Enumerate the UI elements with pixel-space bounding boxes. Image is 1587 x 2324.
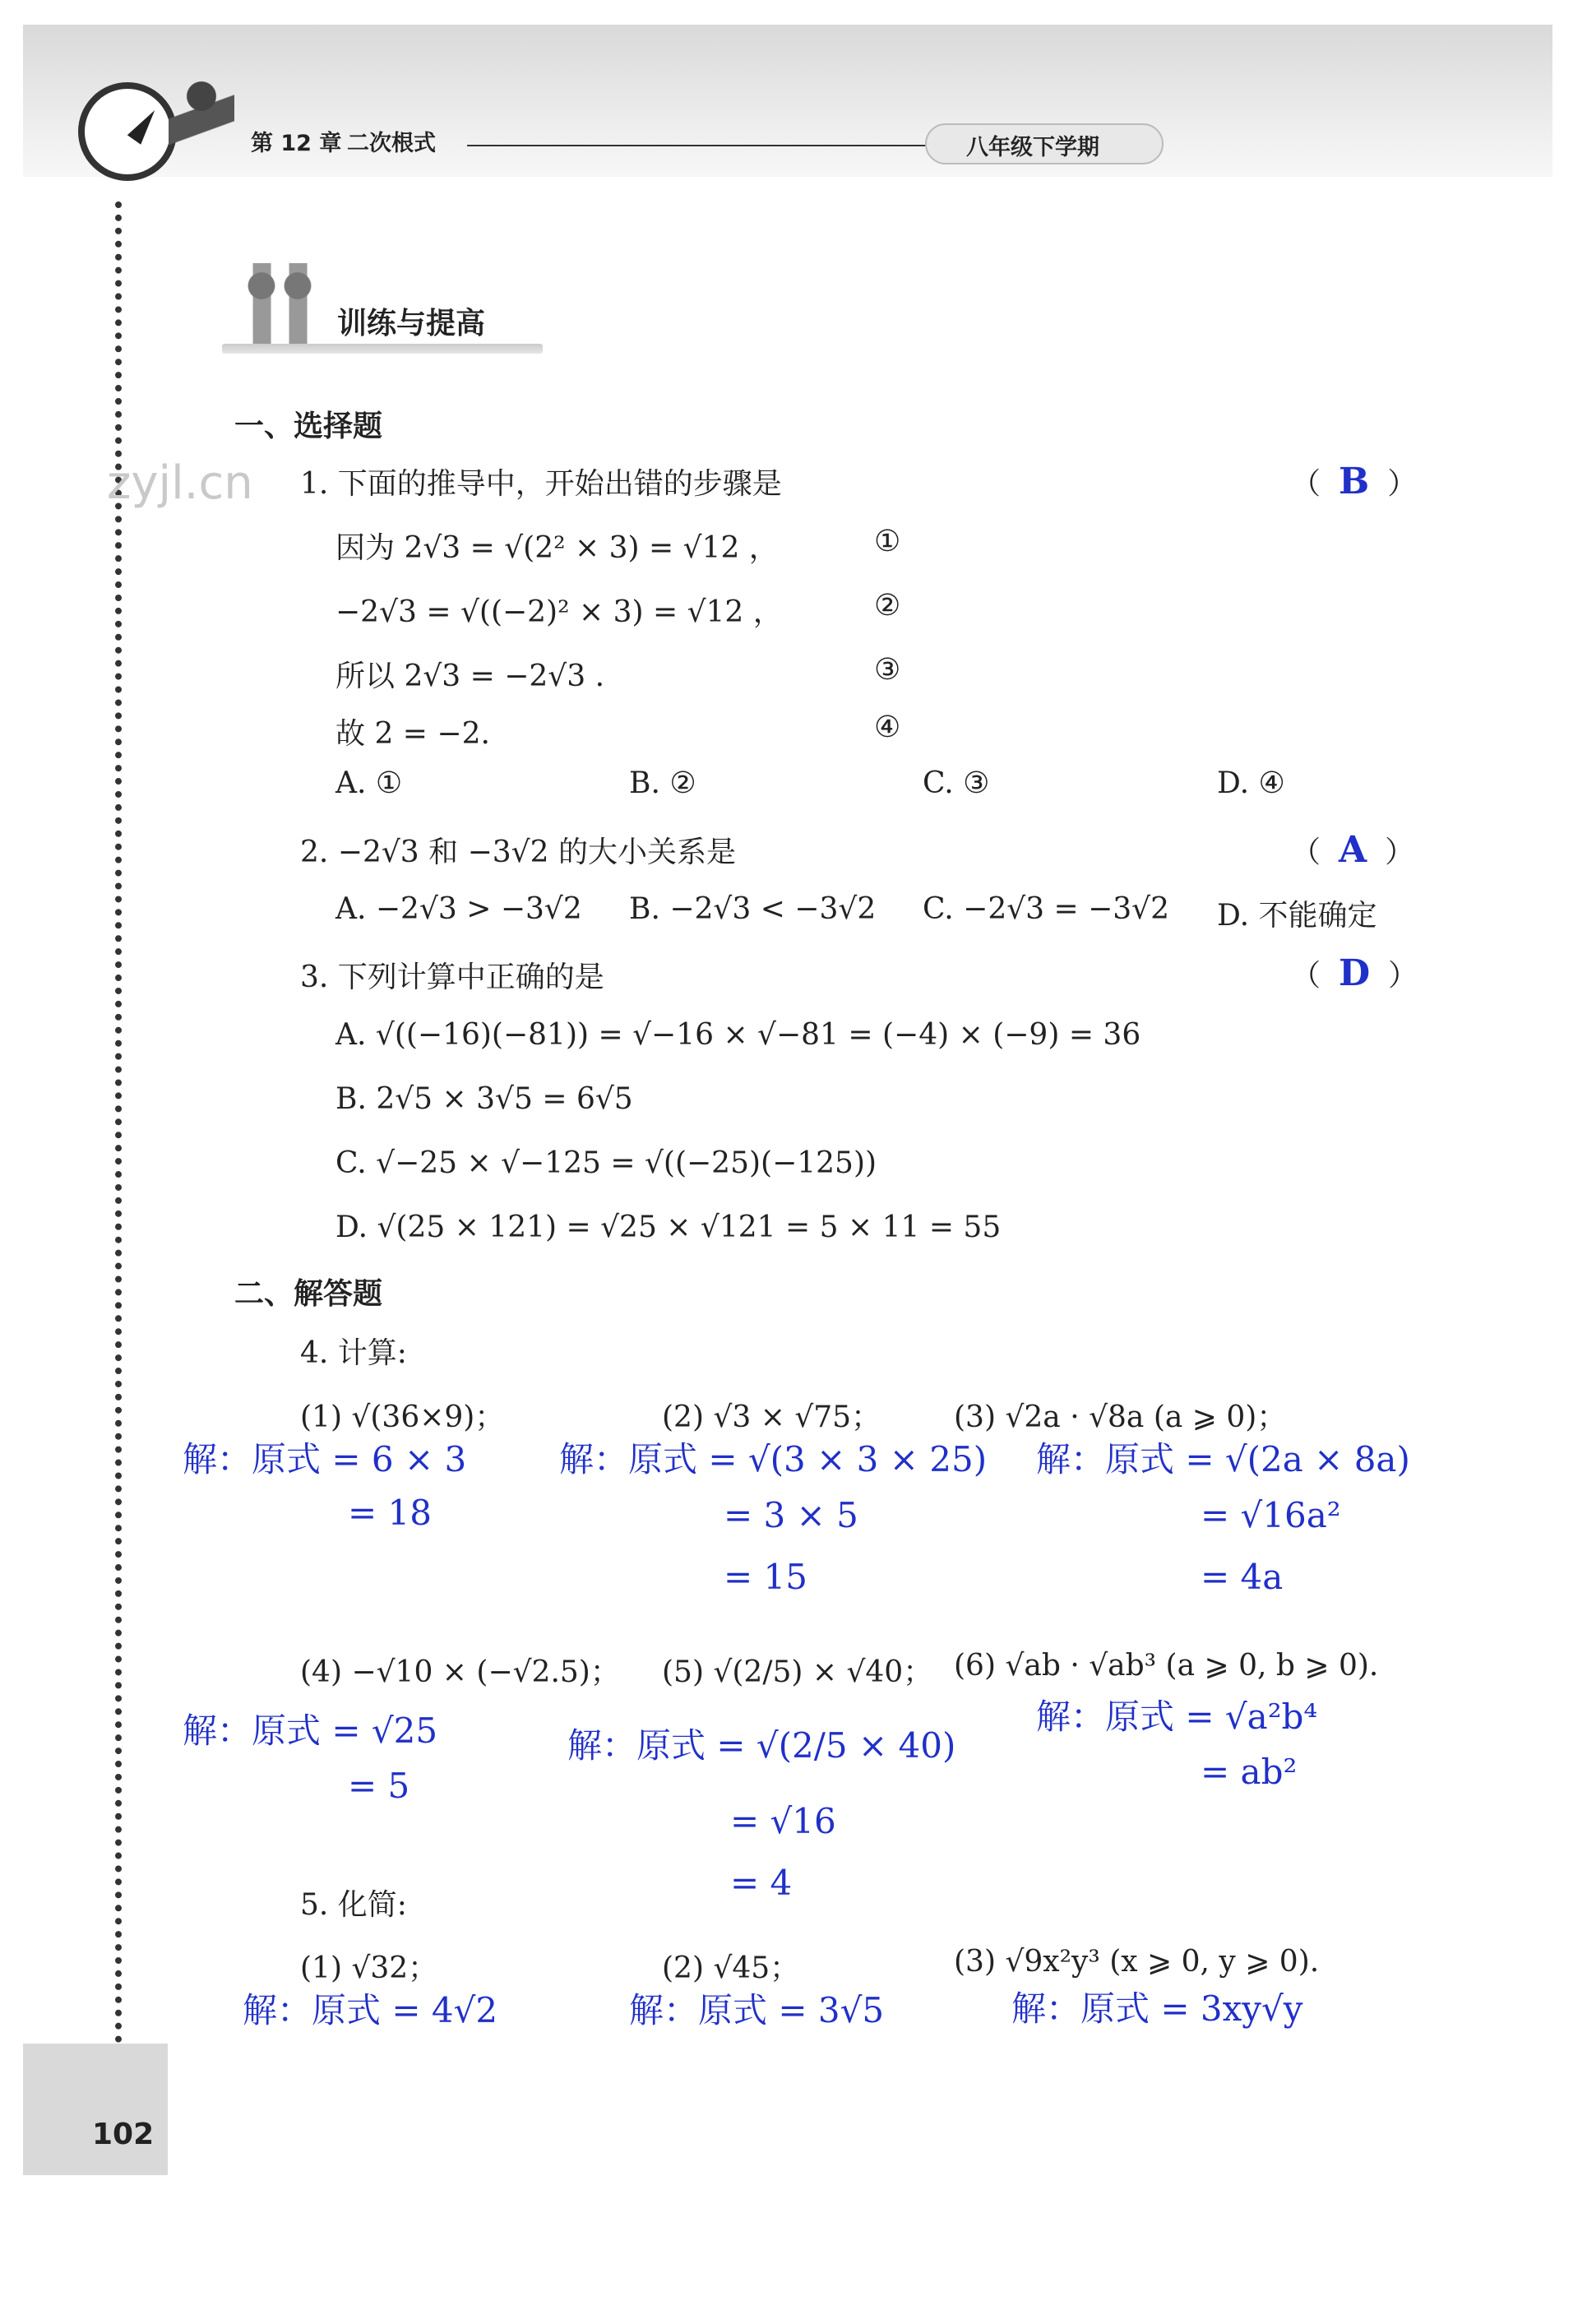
q2-option-a: A. −2√3 > −3√2 <box>335 892 582 926</box>
q4-6-prompt: (6) √ab · √ab³ (a ⩾ 0, b ⩾ 0). <box>954 1649 1379 1683</box>
q4-2-solution-line-1: 解：原式 = √(3 × 3 × 25) <box>559 1439 988 1479</box>
q1-step-2: −2√3 = √((−2)² × 3) = √12 ， <box>335 595 783 629</box>
q1-step-4: 故 2 = −2. <box>335 717 490 751</box>
q1-step-3: 所以 2√3 = −2√3 . <box>335 660 605 693</box>
q4-3-solution-line-3: = 4a <box>1201 1557 1284 1597</box>
q1-answer-paren: （ B ） <box>1291 461 1418 502</box>
q4-5-solution-line-1: 解：原式 = √(2/5 × 40) <box>567 1725 956 1766</box>
runner-icon <box>169 78 234 169</box>
q5-stem: 5. 化简: <box>300 1888 407 1922</box>
q4-4-solution-line-1: 解：原式 = √25 <box>183 1711 438 1751</box>
q1-option-c: C. ③ <box>923 766 990 800</box>
page-number: 102 <box>92 2118 155 2151</box>
header-rule <box>467 145 928 146</box>
q4-3-solution-line-1: 解：原式 = √(2a × 8a) <box>1036 1439 1410 1479</box>
q3-answer: D <box>1339 952 1371 994</box>
part1-heading: 一、选择题 <box>234 410 383 443</box>
q1-answer: B <box>1339 461 1370 502</box>
q2-option-b: B. −2√3 < −3√2 <box>629 892 877 926</box>
section-title: 训练与提高 <box>337 307 486 340</box>
compass-icon <box>78 82 177 181</box>
q4-6-solution-line-2: = ab² <box>1201 1752 1298 1792</box>
q4-1-solution-line-1: 解：原式 = 6 × 3 <box>183 1439 467 1479</box>
grade-label: 八年级下学期 <box>966 135 1099 160</box>
q4-5-solution-line-3: = 4 <box>730 1863 793 1903</box>
q4-stem: 4. 计算: <box>300 1336 407 1370</box>
q5-2-prompt: (2) √45； <box>662 1951 800 1985</box>
q5-1-prompt: (1) √32； <box>300 1951 438 1985</box>
q3-option-d: D. √(25 × 121) = √25 × √121 = 5 × 11 = 55 <box>335 1211 1002 1244</box>
q4-4-solution-line-2: = 5 <box>348 1766 410 1806</box>
q2-option-d: D. 不能确定 <box>1217 899 1377 933</box>
q2-option-c: C. −2√3 = −3√2 <box>923 892 1170 926</box>
q3-answer-paren: （ D ） <box>1291 952 1418 994</box>
kids-icon <box>234 263 325 354</box>
q1-step-3-mark: ③ <box>874 653 901 687</box>
q4-5-solution-line-2: = √16 <box>730 1801 836 1841</box>
q2-answer-paren: （ A ） <box>1291 829 1415 871</box>
q4-4-prompt: (4) −√10 × (−√2.5)； <box>300 1655 620 1689</box>
chapter-number: 第 12 章 <box>251 131 342 156</box>
q4-6-solution-line-1: 解：原式 = √a²b⁴ <box>1036 1697 1318 1737</box>
q1-stem: 1. 下面的推导中，开始出错的步骤是 <box>300 467 782 501</box>
q4-2-solution-line-3: = 15 <box>724 1557 807 1597</box>
chapter-title: 二次根式 <box>347 131 436 156</box>
page-number-tab <box>23 2044 168 2175</box>
q1-option-d: D. ④ <box>1217 766 1285 800</box>
q5-3-prompt: (3) √9x²y³ (x ⩾ 0, y ⩾ 0). <box>954 1945 1320 1979</box>
q5-2-solution: 解：原式 = 3√5 <box>629 1990 885 2030</box>
section-title-underline <box>222 344 543 354</box>
q2-answer: A <box>1339 829 1367 871</box>
q2-stem: 2. −2√3 和 −3√2 的大小关系是 <box>300 836 736 869</box>
q4-1-solution-line-2: = 18 <box>348 1493 432 1533</box>
compass-needle <box>127 105 162 145</box>
q1-option-b: B. ② <box>629 766 696 800</box>
q4-2-solution-line-2: = 3 × 5 <box>724 1495 858 1535</box>
q4-3-prompt: (3) √2a · √8a (a ⩾ 0)； <box>954 1400 1287 1434</box>
q5-1-solution: 解：原式 = 4√2 <box>243 1990 498 2030</box>
q1-step-1-mark: ① <box>874 525 901 558</box>
part2-heading: 二、解答题 <box>234 1277 383 1311</box>
q1-step-4-mark: ④ <box>874 711 901 744</box>
q3-option-b: B. 2√5 × 3√5 = 6√5 <box>335 1082 633 1116</box>
q4-1-prompt: (1) √(36×9)； <box>300 1400 505 1434</box>
q3-stem: 3. 下列计算中正确的是 <box>300 961 604 994</box>
q1-step-1: 因为 2√3 = √(2² × 3) = √12 ， <box>335 531 779 565</box>
q4-5-prompt: (5) √(2/5) × √40； <box>662 1655 933 1689</box>
q4-2-prompt: (2) √3 × √75； <box>662 1400 881 1434</box>
q4-3-solution-line-2: = √16a² <box>1201 1495 1341 1535</box>
q1-step-2-mark: ② <box>874 589 901 623</box>
watermark: zyjl.cn <box>107 456 253 510</box>
q5-3-solution: 解：原式 = 3xy√y <box>1011 1988 1303 2029</box>
q3-option-a: A. √((−16)(−81)) = √−16 × √−81 = (−4) × (−9) = 36 <box>335 1018 1141 1052</box>
q1-option-a: A. ① <box>335 766 403 800</box>
q3-option-c: C. √−25 × √−125 = √((−25)(−125)) <box>335 1146 877 1180</box>
